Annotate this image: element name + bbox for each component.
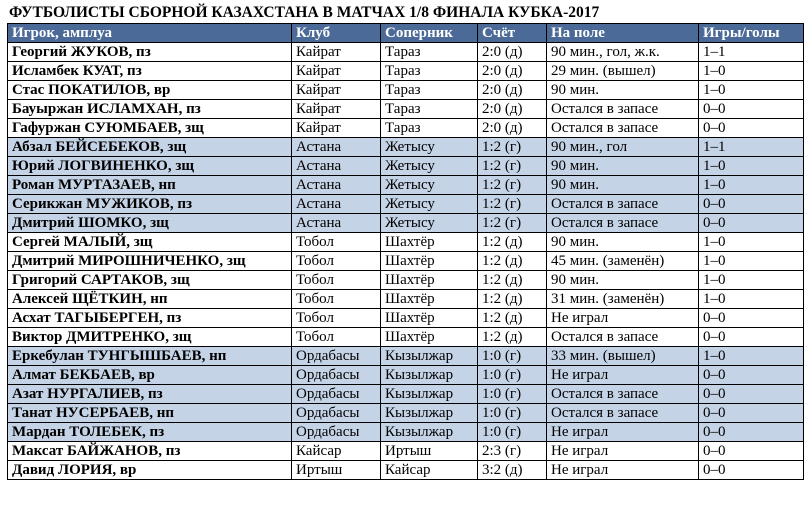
cell-player: Еркебулан ТУНГЫШБАЕВ, нп bbox=[8, 347, 292, 366]
cell-player: Юрий ЛОГВИНЕНКО, зщ bbox=[8, 157, 292, 176]
cell-on-field: Не играл bbox=[547, 309, 699, 328]
cell-player: Алексей ЩЁТКИН, нп bbox=[8, 290, 292, 309]
cell-score: 1:0 (г) bbox=[478, 347, 547, 366]
table-row bbox=[8, 119, 804, 138]
cell-on-field: 90 мин., гол, ж.к. bbox=[547, 43, 699, 62]
table-row bbox=[8, 366, 804, 385]
cell-opponent: Жетысу bbox=[381, 214, 478, 233]
cell-games-goals: 0–0 bbox=[699, 461, 804, 480]
cell-club: Кайрат bbox=[292, 62, 381, 81]
table-row bbox=[8, 252, 804, 271]
cell-games-goals: 0–0 bbox=[699, 309, 804, 328]
cell-on-field: Остался в запасе bbox=[547, 195, 699, 214]
cell-score: 2:0 (д) bbox=[478, 62, 547, 81]
cell-score: 2:0 (д) bbox=[478, 100, 547, 119]
cell-club: Кайрат bbox=[292, 119, 381, 138]
cell-opponent: Кызылжар bbox=[381, 385, 478, 404]
cell-player: Гафуржан СУЮМБАЕВ, зщ bbox=[8, 119, 292, 138]
cell-club: Тобол bbox=[292, 233, 381, 252]
cell-club: Астана bbox=[292, 195, 381, 214]
cell-score: 1:0 (г) bbox=[478, 385, 547, 404]
cell-on-field: 90 мин. bbox=[547, 233, 699, 252]
header-opponent: Соперник bbox=[381, 24, 478, 43]
cell-opponent: Шахтёр bbox=[381, 328, 478, 347]
cell-club: Тобол bbox=[292, 328, 381, 347]
cell-club: Тобол bbox=[292, 290, 381, 309]
cell-score: 3:2 (д) bbox=[478, 461, 547, 480]
table-row bbox=[8, 81, 804, 100]
cell-club: Тобол bbox=[292, 252, 381, 271]
cell-score: 2:0 (д) bbox=[478, 43, 547, 62]
cell-opponent: Тараз bbox=[381, 81, 478, 100]
table-row bbox=[8, 404, 804, 423]
cell-player: Максат БАЙЖАНОВ, пз bbox=[8, 442, 292, 461]
table-row bbox=[8, 385, 804, 404]
cell-opponent: Тараз bbox=[381, 100, 478, 119]
cell-opponent: Кызылжар bbox=[381, 423, 478, 442]
cell-on-field: 29 мин. (вышел) bbox=[547, 62, 699, 81]
cell-games-goals: 1–0 bbox=[699, 290, 804, 309]
cell-score: 1:2 (г) bbox=[478, 176, 547, 195]
cell-opponent: Шахтёр bbox=[381, 252, 478, 271]
cell-player: Дмитрий МИРОШНИЧЕНКО, зщ bbox=[8, 252, 292, 271]
cell-player: Асхат ТАГЫБЕРГЕН, пз bbox=[8, 309, 292, 328]
cell-score: 1:2 (г) bbox=[478, 138, 547, 157]
page-title: ФУТБОЛИСТЫ СБОРНОЙ КАЗАХСТАНА В МАТЧАХ 1/8 ФИНАЛА КУБКА-2017 bbox=[9, 4, 600, 21]
table-row bbox=[8, 214, 804, 233]
cell-on-field: 31 мин. (заменён) bbox=[547, 290, 699, 309]
table-header-row bbox=[8, 24, 804, 43]
table-row bbox=[8, 138, 804, 157]
cell-score: 1:0 (г) bbox=[478, 423, 547, 442]
cell-score: 1:2 (г) bbox=[478, 157, 547, 176]
cell-player: Абзал БЕЙСЕБЕКОВ, зщ bbox=[8, 138, 292, 157]
table-row bbox=[8, 100, 804, 119]
cell-player: Дмитрий ШОМКО, зщ bbox=[8, 214, 292, 233]
cell-games-goals: 0–0 bbox=[699, 328, 804, 347]
cell-score: 1:2 (д) bbox=[478, 252, 547, 271]
table-row bbox=[8, 347, 804, 366]
cell-player: Стас ПОКАТИЛОВ, вр bbox=[8, 81, 292, 100]
cell-on-field: Остался в запасе bbox=[547, 119, 699, 138]
cell-club: Ордабасы bbox=[292, 423, 381, 442]
cell-on-field: 90 мин., гол bbox=[547, 138, 699, 157]
cell-club: Иртыш bbox=[292, 461, 381, 480]
cell-opponent: Кызылжар bbox=[381, 347, 478, 366]
cell-club: Астана bbox=[292, 176, 381, 195]
header-club: Клуб bbox=[292, 24, 381, 43]
cell-on-field: Не играл bbox=[547, 366, 699, 385]
table-row bbox=[8, 271, 804, 290]
cell-games-goals: 1–0 bbox=[699, 81, 804, 100]
cell-club: Астана bbox=[292, 214, 381, 233]
cell-opponent: Жетысу bbox=[381, 138, 478, 157]
header-player: Игрок, амплуа bbox=[8, 24, 292, 43]
cell-club: Астана bbox=[292, 138, 381, 157]
cell-club: Кайрат bbox=[292, 100, 381, 119]
cell-opponent: Жетысу bbox=[381, 176, 478, 195]
table-row bbox=[8, 195, 804, 214]
cell-opponent: Шахтёр bbox=[381, 271, 478, 290]
cell-games-goals: 0–0 bbox=[699, 385, 804, 404]
cell-score: 1:2 (г) bbox=[478, 214, 547, 233]
cell-games-goals: 1–1 bbox=[699, 138, 804, 157]
cell-opponent: Тараз bbox=[381, 62, 478, 81]
cell-on-field: Не играл bbox=[547, 461, 699, 480]
cell-on-field: Остался в запасе bbox=[547, 214, 699, 233]
cell-games-goals: 1–1 bbox=[699, 43, 804, 62]
cell-club: Тобол bbox=[292, 309, 381, 328]
table-row bbox=[8, 157, 804, 176]
cell-games-goals: 1–0 bbox=[699, 252, 804, 271]
cell-games-goals: 1–0 bbox=[699, 157, 804, 176]
cell-score: 1:2 (д) bbox=[478, 290, 547, 309]
cell-score: 1:2 (д) bbox=[478, 271, 547, 290]
cell-opponent: Кайсар bbox=[381, 461, 478, 480]
table-row bbox=[8, 423, 804, 442]
cell-games-goals: 1–0 bbox=[699, 62, 804, 81]
cell-on-field: Остался в запасе bbox=[547, 328, 699, 347]
header-games-goals: Игры/голы bbox=[699, 24, 804, 43]
cell-opponent: Тараз bbox=[381, 43, 478, 62]
cell-opponent: Жетысу bbox=[381, 195, 478, 214]
cell-on-field: 90 мин. bbox=[547, 81, 699, 100]
cell-club: Ордабасы bbox=[292, 404, 381, 423]
cell-games-goals: 0–0 bbox=[699, 404, 804, 423]
table-row bbox=[8, 43, 804, 62]
table-row bbox=[8, 290, 804, 309]
cell-opponent: Жетысу bbox=[381, 157, 478, 176]
cell-opponent: Кызылжар bbox=[381, 404, 478, 423]
cell-games-goals: 0–0 bbox=[699, 214, 804, 233]
table-row bbox=[8, 461, 804, 480]
cell-score: 2:0 (д) bbox=[478, 81, 547, 100]
table-row bbox=[8, 442, 804, 461]
cell-on-field: 33 мин. (вышел) bbox=[547, 347, 699, 366]
cell-opponent: Шахтёр bbox=[381, 309, 478, 328]
cell-on-field: 45 мин. (заменён) bbox=[547, 252, 699, 271]
cell-player: Алмат БЕКБАЕВ, вр bbox=[8, 366, 292, 385]
cell-on-field: 90 мин. bbox=[547, 176, 699, 195]
table-row bbox=[8, 328, 804, 347]
cell-score: 1:2 (г) bbox=[478, 195, 547, 214]
cell-club: Тобол bbox=[292, 271, 381, 290]
cell-opponent: Кызылжар bbox=[381, 366, 478, 385]
cell-games-goals: 1–0 bbox=[699, 347, 804, 366]
cell-player: Григорий САРТАКОВ, зщ bbox=[8, 271, 292, 290]
header-on-field: На поле bbox=[547, 24, 699, 43]
cell-on-field: 90 мин. bbox=[547, 157, 699, 176]
cell-score: 2:3 (г) bbox=[478, 442, 547, 461]
cell-player: Роман МУРТАЗАЕВ, нп bbox=[8, 176, 292, 195]
cell-on-field: Не играл bbox=[547, 423, 699, 442]
cell-player: Азат НУРГАЛИЕВ, пз bbox=[8, 385, 292, 404]
cell-score: 2:0 (д) bbox=[478, 119, 547, 138]
cell-opponent: Шахтёр bbox=[381, 290, 478, 309]
cell-on-field: Остался в запасе bbox=[547, 100, 699, 119]
cell-player: Мардан ТОЛЕБЕК, пз bbox=[8, 423, 292, 442]
table-row bbox=[8, 176, 804, 195]
cell-games-goals: 0–0 bbox=[699, 119, 804, 138]
cell-games-goals: 1–0 bbox=[699, 176, 804, 195]
header-score: Счёт bbox=[478, 24, 547, 43]
cell-player: Давид ЛОРИЯ, вр bbox=[8, 461, 292, 480]
cell-games-goals: 1–0 bbox=[699, 233, 804, 252]
cell-club: Астана bbox=[292, 157, 381, 176]
cell-opponent: Тараз bbox=[381, 119, 478, 138]
cell-score: 1:2 (д) bbox=[478, 309, 547, 328]
cell-on-field: Не играл bbox=[547, 442, 699, 461]
cell-player: Сергей МАЛЫЙ, зщ bbox=[8, 233, 292, 252]
cell-player: Исламбек КУАТ, пз bbox=[8, 62, 292, 81]
cell-club: Ордабасы bbox=[292, 385, 381, 404]
table-body bbox=[8, 43, 804, 480]
cell-player: Бауыржан ИСЛАМХАН, пз bbox=[8, 100, 292, 119]
cell-on-field: Остался в запасе bbox=[547, 385, 699, 404]
table-row bbox=[8, 309, 804, 328]
cell-games-goals: 0–0 bbox=[699, 423, 804, 442]
cell-club: Ордабасы bbox=[292, 347, 381, 366]
cell-player: Георгий ЖУКОВ, пз bbox=[8, 43, 292, 62]
cell-score: 1:2 (д) bbox=[478, 233, 547, 252]
cell-games-goals: 1–0 bbox=[699, 271, 804, 290]
cell-games-goals: 0–0 bbox=[699, 100, 804, 119]
cell-opponent: Иртыш bbox=[381, 442, 478, 461]
cell-club: Ордабасы bbox=[292, 366, 381, 385]
cell-score: 1:0 (г) bbox=[478, 366, 547, 385]
players-table bbox=[7, 23, 804, 480]
cell-games-goals: 0–0 bbox=[699, 195, 804, 214]
cell-on-field: Остался в запасе bbox=[547, 404, 699, 423]
cell-games-goals: 0–0 bbox=[699, 366, 804, 385]
cell-opponent: Шахтёр bbox=[381, 233, 478, 252]
table-row bbox=[8, 62, 804, 81]
cell-on-field: 90 мин. bbox=[547, 271, 699, 290]
cell-games-goals: 0–0 bbox=[699, 442, 804, 461]
cell-club: Кайсар bbox=[292, 442, 381, 461]
cell-score: 1:2 (д) bbox=[478, 328, 547, 347]
cell-club: Кайрат bbox=[292, 43, 381, 62]
cell-player: Виктор ДМИТРЕНКО, зщ bbox=[8, 328, 292, 347]
table-row bbox=[8, 233, 804, 252]
cell-player: Серикжан МУЖИКОВ, пз bbox=[8, 195, 292, 214]
cell-score: 1:0 (г) bbox=[478, 404, 547, 423]
cell-club: Кайрат bbox=[292, 81, 381, 100]
cell-player: Танат НУСЕРБАЕВ, нп bbox=[8, 404, 292, 423]
